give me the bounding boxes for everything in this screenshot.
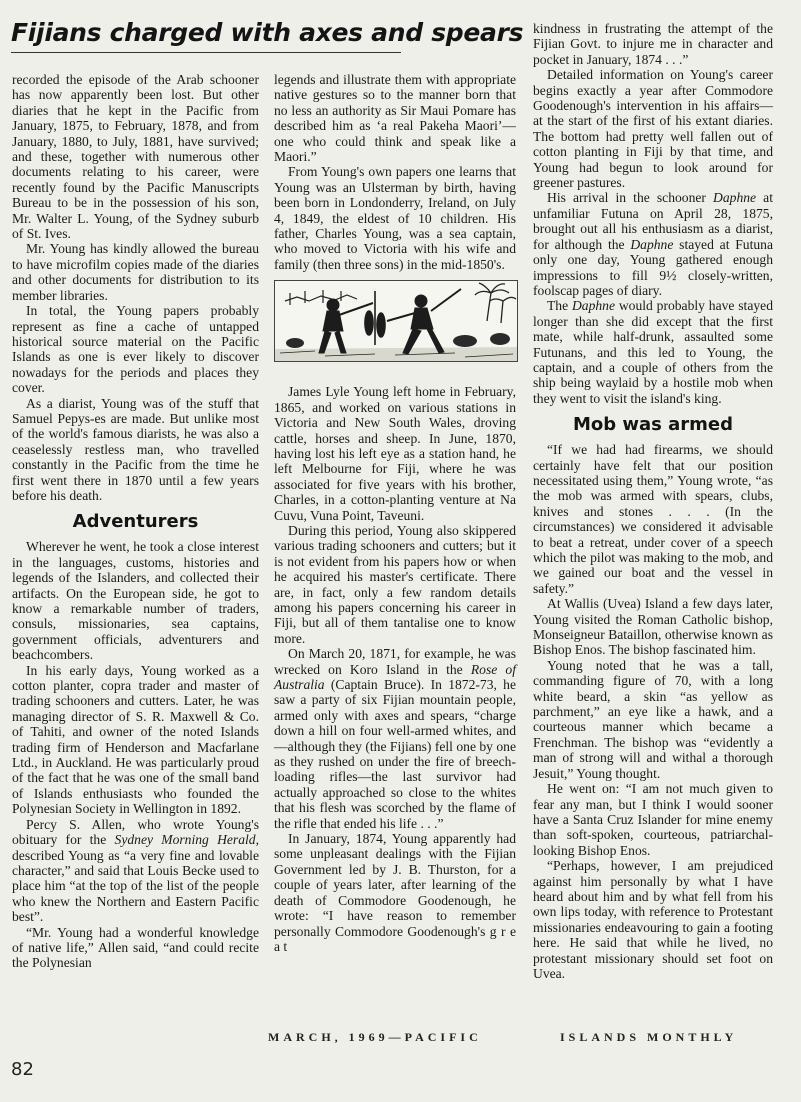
column-1 [12,72,259,971]
text-run: His arrival in the schooner [547,190,714,206]
paragraph: In January, 1874, Young apparently had some unpleasant dealings with the Fijian Government led by J. B. Thurston, for a couple of years later, after learning of the death of Commodore Goodenough, he wrote: “I have reason to remember personally Commodore Goodenough's g r e a t [274,831,516,954]
paragraph: Young noted that he was a tall, commanding figure of 70, with a long white beard, a skin “as yellow as parchment,” an eye like a hawk, and a courteous manner which became a Frenchman. The bishop was “evidently a man of strong will and withal a thorough Jesuit,” Young thought. [533,657,773,781]
paragraph: From Young's own papers one learns that Young was an Ulsterman by birth, having been born in Londonderry, Ireland, on July 4, 1849, the eldest of 10 children. His father, Charles Young, was a sea captain, who moved to Victoria with his wife and family (then three sons) in the mid-1850's. [274,164,516,272]
text-run: On March 20, 1871, for example, he was wrecked on Koro Island in the [274,646,516,677]
woodcut-illustration [274,280,518,362]
paragraph [12,817,259,925]
paragraph: “If we had had firearms, we should certainly have felt that our position necessitated using them,” Young wrote, “as the mob was armed with spears, clubs, knives and stones . . . (In the circumstances) we considered it advisable to beat a retreat, under cover of a speech which the pilot was making to the mob, and we gained our boat and the vessel in safety.” [533,442,773,596]
paragraph: At Wallis (Uvea) Island a few days later, Young visited the Roman Catholic bishop, Monseigneur Bataillon, otherwise known as Bishop Enos. The bishop fascinated him. [533,596,773,658]
text-run: described Young as “a very fine and lovable character,” and said that Louis Becke used to place him “at the top of the list of the people who knew the Northern and Eastern Pacific best”. [12,847,259,925]
column-2 [274,72,516,954]
footer-publication-name: ISLANDS MONTHLY [560,1030,738,1044]
paragraph: legends and illustrate them with appropriate native gestures so to the manner born that no less an authority as Sir Maui Pomare has described him as ‘a real Pakeha Maori’—one who could think and speak like a Maori.” [274,72,516,165]
italic-title: Sydney Morning Herald, [114,832,259,848]
text-run: at unfamiliar Futuna on April 28, 1875, brought out all his enthusiasm as a diarist, for although the [533,190,773,252]
text-run: (Captain Bruce). In 1872-73, he saw a party of six Fijian mountain people, armed only with axes and spears, “charge down a hill on four well-armed whites, and—although they (the Fijians) fell one by one as they rushed on under the fire of breech-loading rifles—the last survivor had actually approached so close to the whites that his flesh was scorched by the flame of the rifle that ended his life . . .” [274,677,516,831]
paragraph: James Lyle Young left home in February, 1865, and worked on various stations in Victoria and New South Wales, droving cattle, horses and sheep. In June, 1870, having lost his left eye as a station hand, he left Melbourne for Fiji, where he was associated for five years with his brother, Charles, in a cotton-planting venture at Na Cuvu, Vuna Point, Taveuni. [274,384,516,523]
text-run: stayed at Futuna only one day, Young gathered enough impressions to fill 9½ closely-written, foolscap pages of diary. [533,236,773,298]
paragraph: kindness in frustrating the attempt of the Fijian Govt. to injure me in character and pocket in January, 1874 . . .” [533,21,773,67]
paragraph: As a diarist, Young was of the stuff that Samuel Pepys-es are made. But unlike most of the world's famous diarists, he was also a ceaselessly restless man, who travelled constantly in the Pacific from the time he first went there in 1870 until a few years before his death. [12,395,259,503]
italic-title: Daphne [571,298,616,314]
italic-title: Daphne [630,236,674,252]
page-number: 82 [11,1059,34,1080]
paragraph [533,190,773,298]
paragraph: recorded the episode of the Arab schooner has now apparently been lost. But other diaries that he kept in the Pacific from January, 1875, to February, 1878, and from January, 1880, to July, 1881, have survived; and these, together with numerous other documents relating to his career, were recently found by the Pacific Manuscripts Bureau to be in the possession of his son, Mr. Walter L. Young, of the Sydney suburb of St. Ives. [12,72,259,242]
paragraph: “Mr. Young had a wonderful knowledge of native life,” Allen said, “and could recite the Polynesian [12,924,259,971]
paragraph: “Perhaps, however, I am prejudiced against him personally by what I have heard about him and by what fell from his own lips today, with reference to Protestant missionaries endeavouring to gain a footing here. He said that while he lived, no protestant missionary should set foot on Uvea. [533,858,773,981]
footer-date-publication: MARCH, 1969—PACIFIC [268,1030,482,1044]
headline: Fijians charged with axes and spears [11,18,524,47]
paragraph [274,646,516,831]
paragraph: Detailed information on Young's career begins exactly a year after Commodore Goodenough's intervention in his affairs—at the start of the first of his extant diaries. The bottom had pretty well fallen out of cotton planting in Fiji by that time, and Young had begun to look around for greener pastures. [533,67,773,191]
subheading-adventurers: Adventurers [72,511,199,533]
subheading-mob-was-armed: Mob was armed [572,414,734,436]
text-run: would probably have stayed longer than she did except that the first mate, while half-drunk, assaulted some Futunans, and this led to Young, the captain, and a couple of others from the ship being waylaid by a hostile mob when they went to visit the island's king. [533,298,773,406]
paragraph: Wherever he went, he took a close interest in the languages, customs, histories and legends of the Islanders, and collected their artifacts. On the European side, he got to know a remarkable number of traders, consuls, missionaries, sea captains, government officials, adventurers and beachcombers. [12,539,259,663]
paragraph: Mr. Young has kindly allowed the bureau to have microfilm copies made of the diaries and other documents for distribution to its member libraries. [12,241,259,303]
paragraph [533,298,773,406]
text-run: The [547,298,572,314]
paragraph: He went on: “I am not much given to fear any man, but I think I would sooner have a Santa Cruz Islander for mine enemy than soft-spoken, courteous, patriarchal-looking Bishop Enos. [533,781,773,858]
italic-title: Daphne [713,190,757,206]
paragraph: In his early days, Young worked as a cotton planter, copra trader and master of trading schooners and cutters. Later, he was managing director of S. R. Maxwell & Co. of Tahiti, and owner of the noted Islands trading firm of Henderson and Macfarlane Ltd., in Auckland. He was particularly proud of the fact that he was one of the small band of Islands enthusiasts who founded the Polynesian Society in Wellington in 1892. [12,662,259,817]
paragraph: In total, the Young papers probably represent as fine a cache of untapped historical source material on the Pacific Islands as one is ever likely to discover nowadays for the periods and places they cover. [12,303,259,396]
headline-rule [11,52,401,53]
text-run: Percy S. Allen, who wrote Young's obituary for the [12,816,259,848]
paragraph: During this period, Young also skippered various trading schooners and cutters; but it is not evident from his papers how or when he acquired his master's certificate. There are, in fact, only a few random details among his papers concerning his career in Fiji, but all of them tantalise one to know more. [274,522,516,646]
fijian-warriors-illustration [275,281,517,361]
italic-title: Rose of Australia [274,661,516,692]
column-3 [533,21,773,981]
